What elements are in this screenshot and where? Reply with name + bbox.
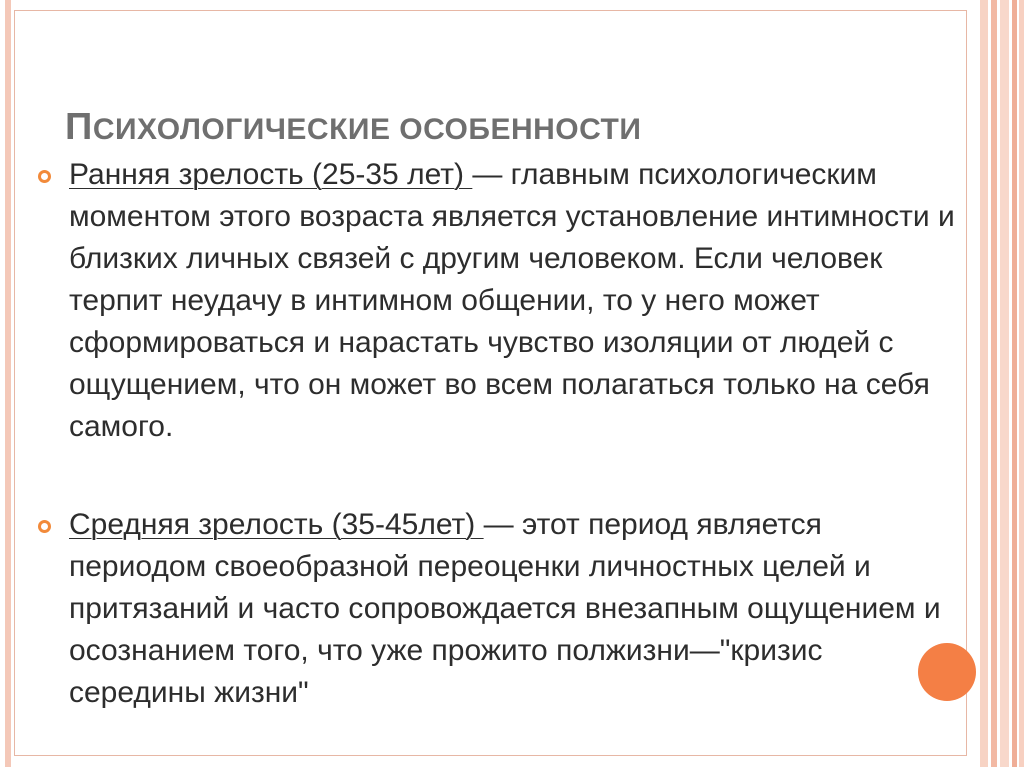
right-stripe xyxy=(991,0,997,767)
slide-title xyxy=(65,106,641,149)
bullet-description: — этот период является периодом своеобразной переоценки личностных целей и притязаний и часто сопровождается внезапным ощущением и осознанием того, что уже прожито полжизни—"кризис середины жизни" xyxy=(69,508,941,709)
left-frame-line xyxy=(5,0,11,767)
title-rest: СИХОЛОГИЧЕСКИЕ ОСОБЕННОСТИ xyxy=(92,113,642,146)
bullet-term: Ранняя зрелость (25-35 лет) xyxy=(69,158,473,191)
decorative-circle xyxy=(918,643,976,701)
right-stripe xyxy=(1019,0,1024,767)
bullet-item xyxy=(38,154,958,448)
right-stripe xyxy=(1000,0,1009,767)
bullet-item xyxy=(38,504,958,714)
bullet-description: — главным психологическим моментом этого возраста является установление интимности и близких личных связей с другим человеком. Если человек терпит неудачу в интимном общении, то у него может сформироваться и нарастать чувство изоляции от людей с ощущением, что он может во всем полагаться только на себя самого. xyxy=(69,158,955,443)
bullet-circle-icon xyxy=(38,170,51,183)
bullet-circle-icon xyxy=(38,520,51,533)
bullet-text xyxy=(69,504,958,714)
right-stripe xyxy=(1012,0,1017,767)
right-stripe xyxy=(980,0,988,767)
title-initial: П xyxy=(65,106,93,148)
bullet-term: Средняя зрелость (35-45лет) xyxy=(69,508,484,541)
bullet-text xyxy=(69,154,958,448)
